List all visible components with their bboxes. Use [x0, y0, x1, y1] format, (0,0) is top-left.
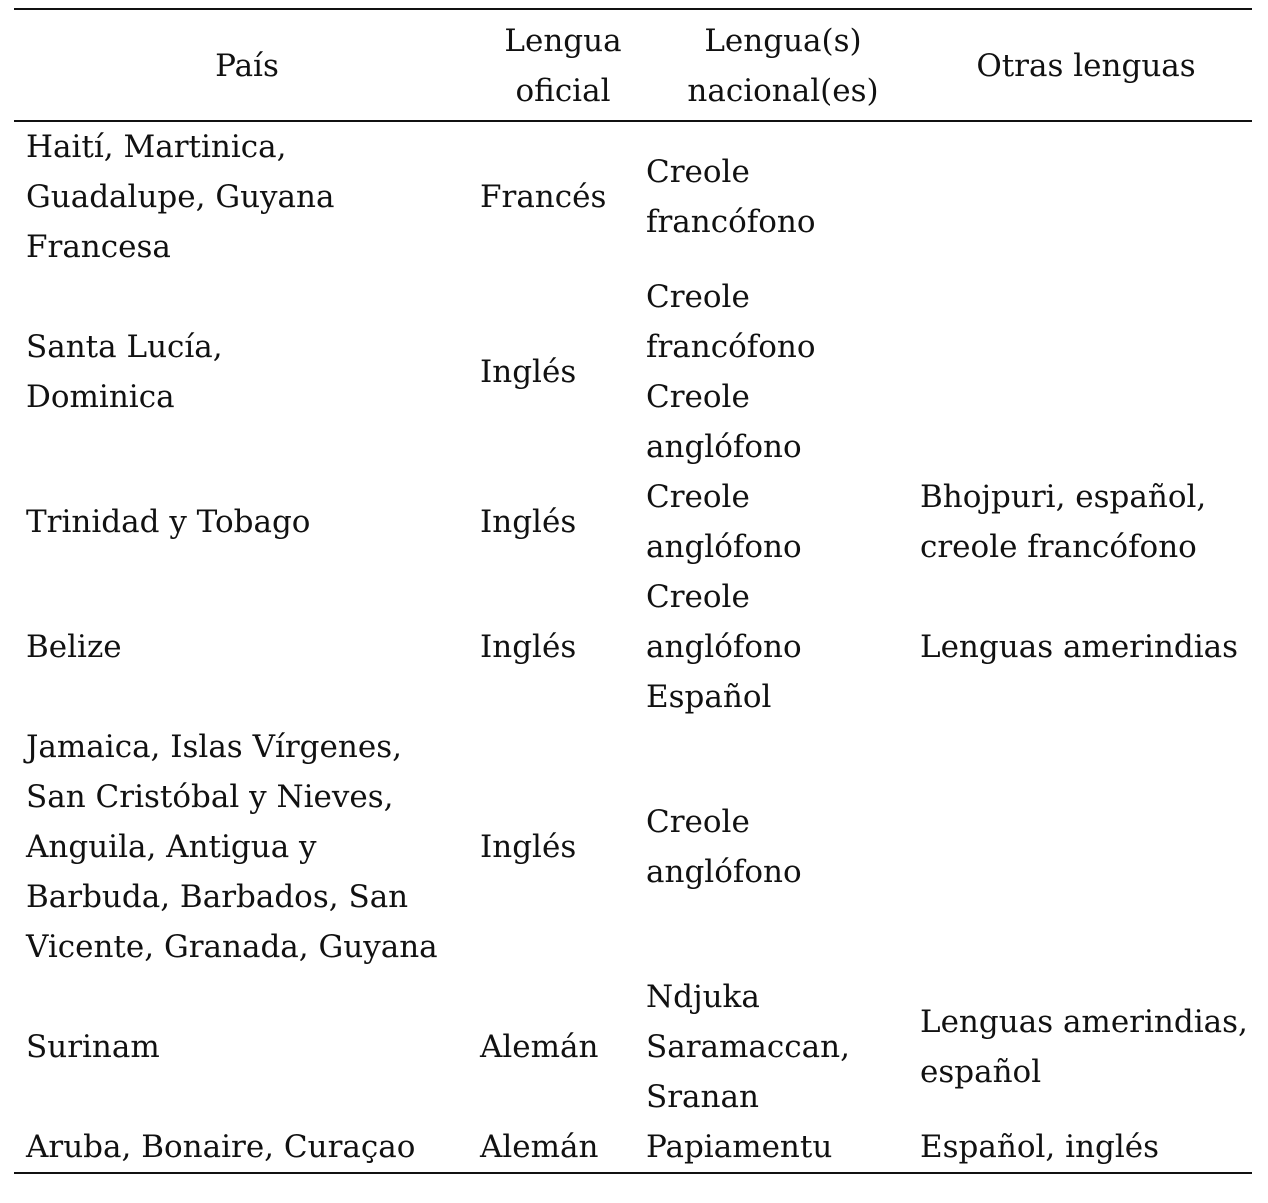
cell-country-line: San Cristóbal y Nieves,: [26, 779, 394, 815]
header-official-language: [480, 9, 646, 121]
cell-country-line: Santa Lucía,: [26, 329, 223, 365]
table-row: [14, 272, 1252, 472]
cell-country-line: Aruba, Bonaire, Curaçao: [26, 1129, 416, 1165]
cell-official-language-line: Alemán: [480, 1129, 599, 1165]
cell-national-languages: [646, 121, 920, 272]
cell-other-languages: [920, 722, 1252, 972]
cell-national-languages-line: Saramaccan,: [646, 1029, 850, 1065]
cell-other-languages: [920, 472, 1252, 572]
header-official-line: oficial: [515, 73, 611, 109]
cell-country: [14, 722, 480, 972]
cell-official-language: [480, 121, 646, 272]
cell-official-language: [480, 272, 646, 472]
cell-official-language: [480, 572, 646, 722]
cell-other-languages-line: creole francófono: [920, 529, 1197, 565]
cell-other-languages-line: Español, inglés: [920, 1129, 1160, 1165]
cell-national-languages-line: Ndjuka: [646, 979, 760, 1015]
cell-country-line: Francesa: [26, 229, 171, 265]
header-official-line: Lengua: [504, 23, 622, 59]
header-national-languages: [646, 9, 920, 121]
cell-national-languages-line: Papiamentu: [646, 1129, 833, 1165]
cell-country-line: Jamaica, Islas Vírgenes,: [26, 729, 402, 765]
cell-other-languages-line: Lenguas amerindias,: [920, 1004, 1248, 1040]
header-other-languages: Otras lenguas: [976, 48, 1196, 84]
table-row: [14, 972, 1252, 1122]
cell-national-languages-line: francófono: [646, 204, 816, 240]
table-row: [14, 722, 1252, 972]
cell-country-line: Guadalupe, Guyana: [26, 179, 335, 215]
header-country: País: [215, 48, 279, 84]
cell-national-languages-line: anglófono: [646, 429, 802, 465]
cell-official-language-line: Alemán: [480, 1029, 599, 1065]
cell-other-languages: [920, 272, 1252, 472]
cell-national-languages-line: Español: [646, 679, 772, 715]
cell-national-languages-line: anglófono: [646, 854, 802, 890]
cell-other-languages: [920, 972, 1252, 1122]
table-row: [14, 472, 1252, 572]
cell-national-languages: [646, 572, 920, 722]
table-row: [14, 1122, 1252, 1173]
cell-official-language: [480, 722, 646, 972]
cell-official-language: [480, 472, 646, 572]
cell-country-line: Barbuda, Barbados, San: [26, 879, 409, 915]
cell-national-languages-line: Creole: [646, 804, 750, 840]
cell-national-languages: [646, 1122, 920, 1173]
cell-national-languages-line: Creole: [646, 279, 750, 315]
cell-other-languages: [920, 121, 1252, 272]
cell-country-line: Belize: [26, 629, 122, 665]
cell-other-languages-line: español: [920, 1054, 1042, 1090]
cell-other-languages: [920, 572, 1252, 722]
table-header-row: [14, 9, 1252, 121]
languages-table-container: [14, 8, 1252, 1174]
cell-national-languages: [646, 722, 920, 972]
cell-country: [14, 472, 480, 572]
cell-country-line: Anguila, Antigua y: [26, 829, 317, 865]
cell-national-languages: [646, 472, 920, 572]
languages-table: [14, 8, 1252, 1174]
cell-official-language: [480, 972, 646, 1122]
cell-country-line: Haití, Martinica,: [26, 129, 287, 165]
cell-national-languages-line: Creole: [646, 579, 750, 615]
cell-national-languages-line: anglófono: [646, 529, 802, 565]
cell-other-languages: [920, 1122, 1252, 1173]
table-row: [14, 572, 1252, 722]
cell-official-language: [480, 1122, 646, 1173]
cell-national-languages-line: Sranan: [646, 1079, 759, 1115]
table-row: [14, 121, 1252, 272]
cell-other-languages-line: Bhojpuri, español,: [920, 479, 1207, 515]
cell-official-language-line: Inglés: [480, 829, 577, 865]
cell-national-languages-line: Creole: [646, 379, 750, 415]
cell-national-languages-line: Creole: [646, 479, 750, 515]
cell-country: [14, 972, 480, 1122]
cell-country: [14, 272, 480, 472]
cell-country-line: Dominica: [26, 379, 175, 415]
cell-official-language-line: Francés: [480, 179, 607, 215]
cell-country: [14, 572, 480, 722]
table-body: [14, 121, 1252, 1173]
header-national-line: Lengua(s): [704, 23, 862, 59]
cell-national-languages: [646, 272, 920, 472]
header-national-line: nacional(es): [687, 73, 879, 109]
cell-country-line: Vicente, Granada, Guyana: [26, 929, 438, 965]
cell-official-language-line: Inglés: [480, 504, 577, 540]
cell-country-line: Trinidad y Tobago: [26, 504, 311, 540]
cell-national-languages-line: anglófono: [646, 629, 802, 665]
cell-country: [14, 1122, 480, 1173]
cell-national-languages: [646, 972, 920, 1122]
cell-country-line: Surinam: [26, 1029, 160, 1065]
cell-national-languages-line: francófono: [646, 329, 816, 365]
cell-country: [14, 121, 480, 272]
cell-other-languages-line: Lenguas amerindias: [920, 629, 1239, 665]
cell-national-languages-line: Creole: [646, 154, 750, 190]
cell-official-language-line: Inglés: [480, 354, 577, 390]
cell-official-language-line: Inglés: [480, 629, 577, 665]
